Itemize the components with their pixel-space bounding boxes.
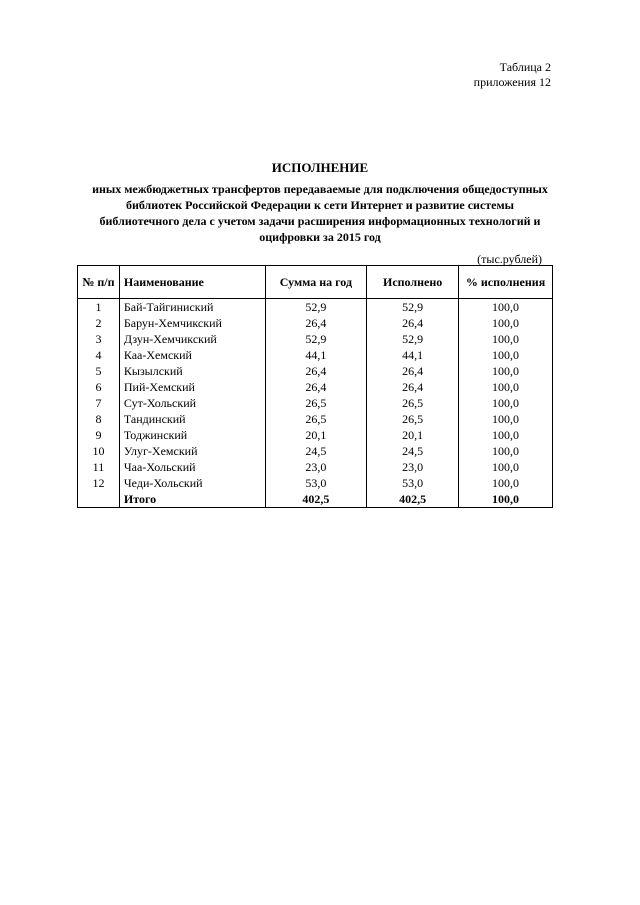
total-sum: 402,5 bbox=[265, 491, 367, 508]
executed-sum: 26,4 bbox=[367, 315, 459, 331]
table-row bbox=[78, 363, 553, 379]
appendix-number: приложения 12 bbox=[473, 75, 551, 89]
execution-percent: 100,0 bbox=[459, 427, 553, 443]
district-name: Тандинский bbox=[119, 411, 265, 427]
district-name: Пий-Хемский bbox=[119, 379, 265, 395]
year-sum: 23,0 bbox=[265, 459, 367, 475]
district-name: Барун-Хемчикский bbox=[119, 315, 265, 331]
executed-sum: 26,4 bbox=[367, 379, 459, 395]
row-number: 11 bbox=[78, 459, 120, 475]
table-header-row bbox=[78, 266, 553, 299]
header-sum: Сумма на год bbox=[265, 266, 367, 299]
document-subtitle: иных межбюджетных трансфертов передаваемые для подключения общедоступных библиотек Российской Федерации к сети Интернет и развитие системы библиотечного дела с учетом задачи расширения информационных технологий и оцифровки за 2015 год bbox=[92, 182, 548, 244]
row-number: 9 bbox=[78, 427, 120, 443]
total-number bbox=[78, 491, 120, 508]
table-row bbox=[78, 475, 553, 491]
attachment-reference bbox=[474, 60, 551, 90]
executed-sum: 44,1 bbox=[367, 347, 459, 363]
execution-percent: 100,0 bbox=[459, 379, 553, 395]
execution-percent: 100,0 bbox=[459, 315, 553, 331]
executed-sum: 52,9 bbox=[367, 331, 459, 347]
year-sum: 53,0 bbox=[265, 475, 367, 491]
row-number: 3 bbox=[78, 331, 120, 347]
executed-sum: 52,9 bbox=[367, 299, 459, 316]
total-executed: 402,5 bbox=[367, 491, 459, 508]
table-row bbox=[78, 379, 553, 395]
row-number: 6 bbox=[78, 379, 120, 395]
year-sum: 52,9 bbox=[265, 299, 367, 316]
district-name: Каа-Хемский bbox=[119, 347, 265, 363]
row-number: 12 bbox=[78, 475, 120, 491]
executed-sum: 26,5 bbox=[367, 411, 459, 427]
executed-sum: 26,5 bbox=[367, 395, 459, 411]
row-number: 2 bbox=[78, 315, 120, 331]
execution-percent: 100,0 bbox=[459, 331, 553, 347]
executed-sum: 20,1 bbox=[367, 427, 459, 443]
header-done: Исполнено bbox=[367, 266, 459, 299]
table-row bbox=[78, 427, 553, 443]
year-sum: 26,4 bbox=[265, 363, 367, 379]
table-row bbox=[78, 299, 553, 316]
total-label: Итого bbox=[119, 491, 265, 508]
year-sum: 26,4 bbox=[265, 315, 367, 331]
row-number: 1 bbox=[78, 299, 120, 316]
row-number: 4 bbox=[78, 347, 120, 363]
table-row bbox=[78, 331, 553, 347]
district-name: Чеди-Хольский bbox=[119, 475, 265, 491]
table-row bbox=[78, 395, 553, 411]
header-number: № п/п bbox=[78, 266, 120, 299]
district-name: Тоджинский bbox=[119, 427, 265, 443]
executed-sum: 24,5 bbox=[367, 443, 459, 459]
table-row bbox=[78, 443, 553, 459]
district-name: Кызылский bbox=[119, 363, 265, 379]
execution-percent: 100,0 bbox=[459, 363, 553, 379]
total-row bbox=[78, 491, 553, 508]
execution-percent: 100,0 bbox=[459, 443, 553, 459]
table-row bbox=[78, 315, 553, 331]
execution-percent: 100,0 bbox=[459, 347, 553, 363]
execution-percent: 100,0 bbox=[459, 299, 553, 316]
district-name: Дзун-Хемчикский bbox=[119, 331, 265, 347]
document-title: ИСПОЛНЕНИЕ bbox=[271, 160, 369, 175]
year-sum: 20,1 bbox=[265, 427, 367, 443]
district-name: Сут-Хольский bbox=[119, 395, 265, 411]
year-sum: 52,9 bbox=[265, 331, 367, 347]
district-name: Бай-Тайгиниский bbox=[119, 299, 265, 316]
year-sum: 26,4 bbox=[265, 379, 367, 395]
table-number: Таблица 2 bbox=[499, 60, 551, 74]
header-percent: % исполнения bbox=[459, 266, 553, 299]
table-row bbox=[78, 459, 553, 475]
table-row bbox=[78, 411, 553, 427]
year-sum: 26,5 bbox=[265, 411, 367, 427]
execution-percent: 100,0 bbox=[459, 411, 553, 427]
table-row bbox=[78, 347, 553, 363]
year-sum: 24,5 bbox=[265, 443, 367, 459]
table-body bbox=[78, 299, 553, 508]
executed-sum: 23,0 bbox=[367, 459, 459, 475]
execution-percent: 100,0 bbox=[459, 459, 553, 475]
total-percent: 100,0 bbox=[459, 491, 553, 508]
executed-sum: 26,4 bbox=[367, 363, 459, 379]
row-number: 10 bbox=[78, 443, 120, 459]
row-number: 5 bbox=[78, 363, 120, 379]
district-name: Улуг-Хемский bbox=[119, 443, 265, 459]
units-label: (тыс.рублей) bbox=[477, 252, 542, 266]
row-number: 7 bbox=[78, 395, 120, 411]
execution-percent: 100,0 bbox=[459, 395, 553, 411]
year-sum: 26,5 bbox=[265, 395, 367, 411]
executed-sum: 53,0 bbox=[367, 475, 459, 491]
row-number: 8 bbox=[78, 411, 120, 427]
year-sum: 44,1 bbox=[265, 347, 367, 363]
report-table bbox=[77, 265, 553, 508]
district-name: Чаа-Хольский bbox=[119, 459, 265, 475]
header-name: Наименование bbox=[119, 266, 265, 299]
execution-percent: 100,0 bbox=[459, 475, 553, 491]
